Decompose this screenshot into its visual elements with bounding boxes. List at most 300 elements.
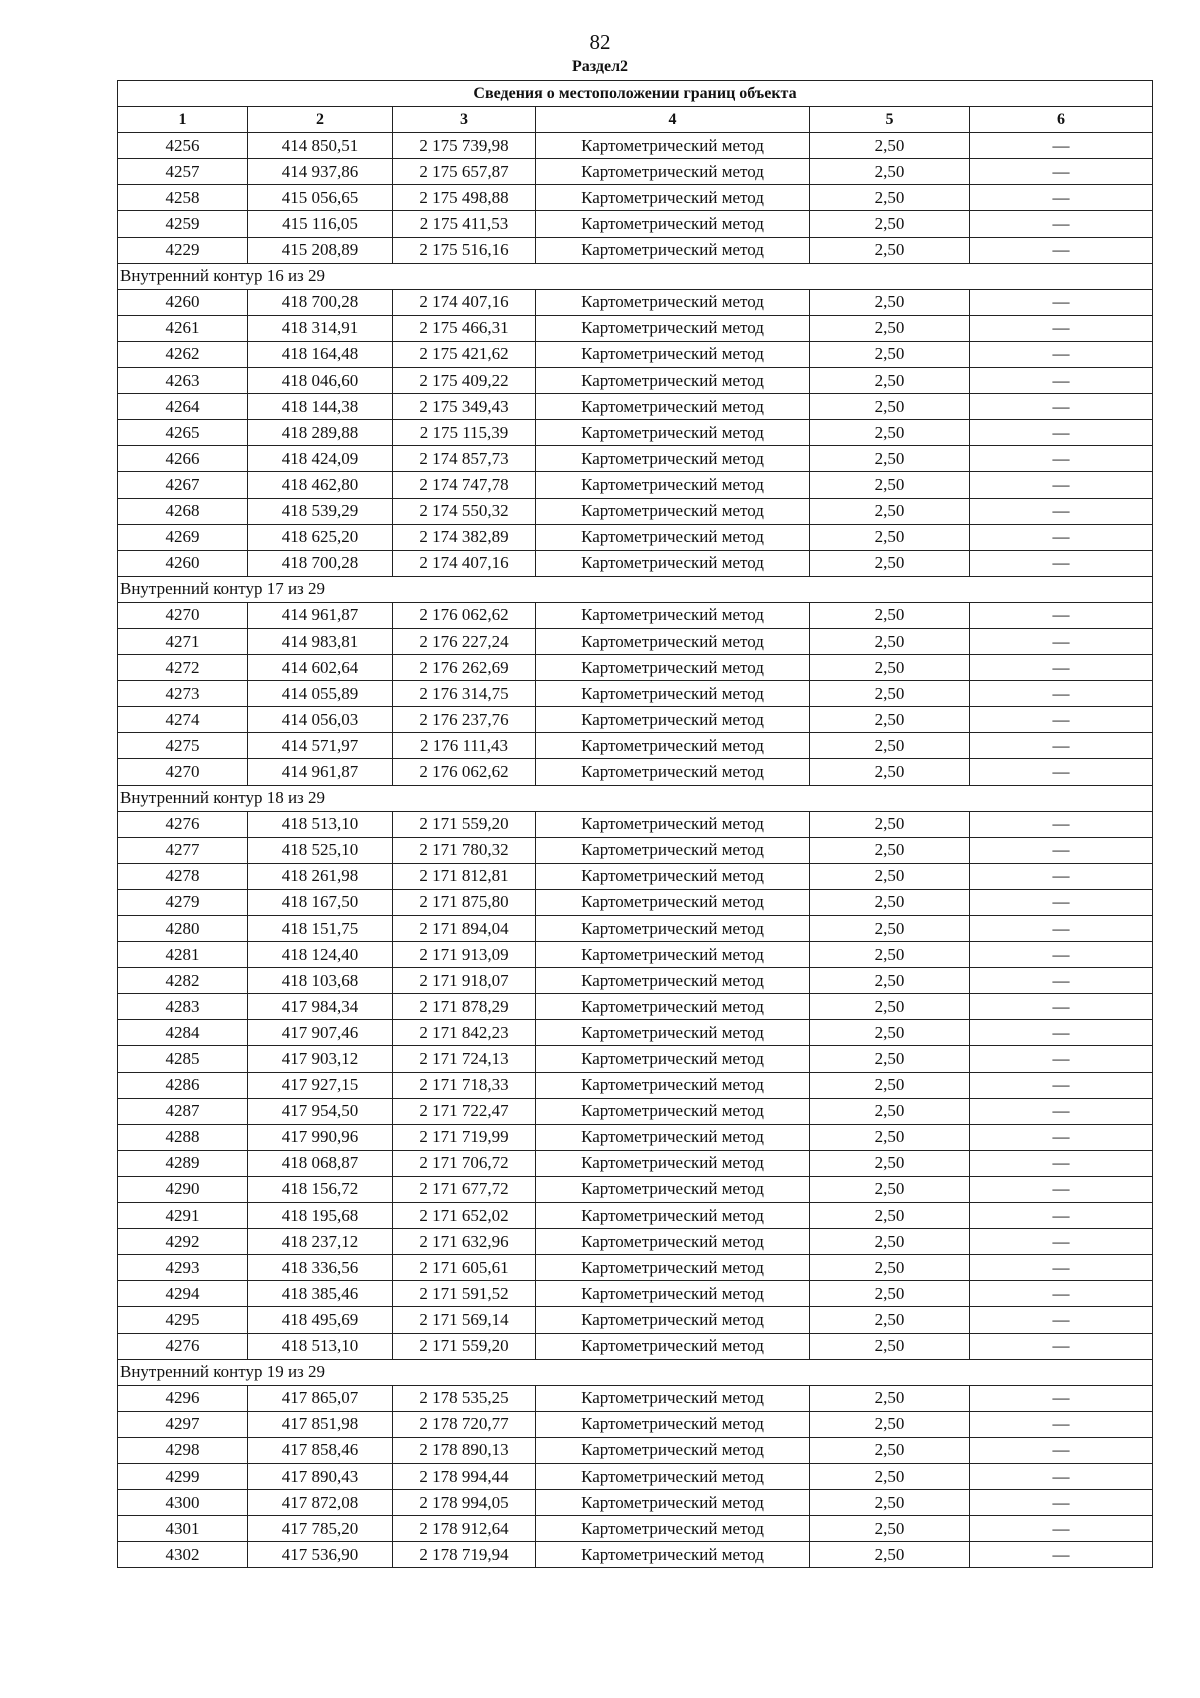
method-cell: Картометрический метод bbox=[536, 942, 810, 968]
note-cell: — bbox=[970, 942, 1153, 968]
precision-cell: 2,50 bbox=[810, 446, 970, 472]
column-header: 3 bbox=[393, 107, 536, 133]
note-cell: — bbox=[970, 1516, 1153, 1542]
coord-x-cell: 414 961,87 bbox=[248, 759, 393, 785]
table-row bbox=[118, 707, 1153, 733]
note-cell: — bbox=[970, 1281, 1153, 1307]
coord-x-cell: 414 571,97 bbox=[248, 733, 393, 759]
precision-cell: 2,50 bbox=[810, 420, 970, 446]
precision-cell: 2,50 bbox=[810, 1255, 970, 1281]
table-row bbox=[118, 1203, 1153, 1229]
note-cell: — bbox=[970, 133, 1153, 159]
precision-cell: 2,50 bbox=[810, 968, 970, 994]
coord-y-cell: 2 175 498,88 bbox=[393, 185, 536, 211]
method-cell: Картометрический метод bbox=[536, 289, 810, 315]
coord-y-cell: 2 171 559,20 bbox=[393, 811, 536, 837]
point-number-cell: 4260 bbox=[118, 289, 248, 315]
note-cell: — bbox=[970, 1203, 1153, 1229]
precision-cell: 2,50 bbox=[810, 1281, 970, 1307]
point-number-cell: 4270 bbox=[118, 602, 248, 628]
coord-x-cell: 417 865,07 bbox=[248, 1385, 393, 1411]
coord-y-cell: 2 171 706,72 bbox=[393, 1150, 536, 1176]
point-number-cell: 4262 bbox=[118, 341, 248, 367]
coord-y-cell: 2 175 516,16 bbox=[393, 237, 536, 263]
coord-y-cell: 2 174 407,16 bbox=[393, 550, 536, 576]
coord-x-cell: 414 850,51 bbox=[248, 133, 393, 159]
point-number-cell: 4269 bbox=[118, 524, 248, 550]
table-row bbox=[118, 1229, 1153, 1255]
note-cell: — bbox=[970, 1046, 1153, 1072]
coord-y-cell: 2 178 994,05 bbox=[393, 1490, 536, 1516]
table-row bbox=[118, 420, 1153, 446]
coord-x-cell: 417 907,46 bbox=[248, 1020, 393, 1046]
point-number-cell: 4275 bbox=[118, 733, 248, 759]
coord-x-cell: 414 961,87 bbox=[248, 602, 393, 628]
coord-y-cell: 2 176 062,62 bbox=[393, 602, 536, 628]
precision-cell: 2,50 bbox=[810, 185, 970, 211]
coord-y-cell: 2 171 632,96 bbox=[393, 1229, 536, 1255]
coord-y-cell: 2 178 994,44 bbox=[393, 1463, 536, 1489]
note-cell: — bbox=[970, 1124, 1153, 1150]
column-header-row bbox=[118, 107, 1153, 133]
point-number-cell: 4272 bbox=[118, 655, 248, 681]
precision-cell: 2,50 bbox=[810, 1229, 970, 1255]
coord-x-cell: 418 124,40 bbox=[248, 942, 393, 968]
coord-x-cell: 418 539,29 bbox=[248, 498, 393, 524]
coord-x-cell: 418 195,68 bbox=[248, 1203, 393, 1229]
coord-x-cell: 417 872,08 bbox=[248, 1490, 393, 1516]
method-cell: Картометрический метод bbox=[536, 472, 810, 498]
note-cell: — bbox=[970, 237, 1153, 263]
note-cell: — bbox=[970, 420, 1153, 446]
point-number-cell: 4265 bbox=[118, 420, 248, 446]
precision-cell: 2,50 bbox=[810, 655, 970, 681]
contour-header-row bbox=[118, 1359, 1153, 1385]
coord-y-cell: 2 171 652,02 bbox=[393, 1203, 536, 1229]
coord-x-cell: 418 164,48 bbox=[248, 341, 393, 367]
table-row bbox=[118, 655, 1153, 681]
coord-y-cell: 2 175 421,62 bbox=[393, 341, 536, 367]
contour-label: Внутренний контур 19 из 29 bbox=[118, 1359, 1153, 1385]
contour-header-row bbox=[118, 263, 1153, 289]
point-number-cell: 4270 bbox=[118, 759, 248, 785]
contour-label: Внутренний контур 17 из 29 bbox=[118, 576, 1153, 602]
point-number-cell: 4279 bbox=[118, 889, 248, 915]
coord-x-cell: 417 927,15 bbox=[248, 1072, 393, 1098]
point-number-cell: 4268 bbox=[118, 498, 248, 524]
precision-cell: 2,50 bbox=[810, 628, 970, 654]
point-number-cell: 4281 bbox=[118, 942, 248, 968]
coord-y-cell: 2 175 466,31 bbox=[393, 315, 536, 341]
table-row bbox=[118, 968, 1153, 994]
precision-cell: 2,50 bbox=[810, 1020, 970, 1046]
coord-y-cell: 2 171 842,23 bbox=[393, 1020, 536, 1046]
point-number-cell: 4297 bbox=[118, 1411, 248, 1437]
note-cell: — bbox=[970, 315, 1153, 341]
column-header: 6 bbox=[970, 107, 1153, 133]
method-cell: Картометрический метод bbox=[536, 1020, 810, 1046]
precision-cell: 2,50 bbox=[810, 1542, 970, 1568]
precision-cell: 2,50 bbox=[810, 733, 970, 759]
note-cell: — bbox=[970, 1437, 1153, 1463]
method-cell: Картометрический метод bbox=[536, 994, 810, 1020]
point-number-cell: 4278 bbox=[118, 863, 248, 889]
point-number-cell: 4263 bbox=[118, 368, 248, 394]
note-cell: — bbox=[970, 602, 1153, 628]
method-cell: Картометрический метод bbox=[536, 681, 810, 707]
method-cell: Картометрический метод bbox=[536, 707, 810, 733]
note-cell: — bbox=[970, 446, 1153, 472]
precision-cell: 2,50 bbox=[810, 341, 970, 367]
coord-y-cell: 2 171 719,99 bbox=[393, 1124, 536, 1150]
precision-cell: 2,50 bbox=[810, 916, 970, 942]
coord-x-cell: 418 462,80 bbox=[248, 472, 393, 498]
point-number-cell: 4293 bbox=[118, 1255, 248, 1281]
note-cell: — bbox=[970, 289, 1153, 315]
precision-cell: 2,50 bbox=[810, 1437, 970, 1463]
coord-x-cell: 418 513,10 bbox=[248, 1333, 393, 1359]
coord-x-cell: 418 046,60 bbox=[248, 368, 393, 394]
section-title: Раздел2 bbox=[571, 58, 629, 75]
method-cell: Картометрический метод bbox=[536, 1463, 810, 1489]
point-number-cell: 4287 bbox=[118, 1098, 248, 1124]
note-cell: — bbox=[970, 524, 1153, 550]
precision-cell: 2,50 bbox=[810, 1490, 970, 1516]
point-number-cell: 4296 bbox=[118, 1385, 248, 1411]
table-row bbox=[118, 472, 1153, 498]
precision-cell: 2,50 bbox=[810, 1150, 970, 1176]
coord-x-cell: 417 903,12 bbox=[248, 1046, 393, 1072]
precision-cell: 2,50 bbox=[810, 1176, 970, 1202]
precision-cell: 2,50 bbox=[810, 159, 970, 185]
precision-cell: 2,50 bbox=[810, 707, 970, 733]
coord-x-cell: 418 103,68 bbox=[248, 968, 393, 994]
precision-cell: 2,50 bbox=[810, 524, 970, 550]
column-header: 4 bbox=[536, 107, 810, 133]
table-row bbox=[118, 1150, 1153, 1176]
coord-x-cell: 418 261,98 bbox=[248, 863, 393, 889]
coord-y-cell: 2 175 411,53 bbox=[393, 211, 536, 237]
precision-cell: 2,50 bbox=[810, 1046, 970, 1072]
point-number-cell: 4266 bbox=[118, 446, 248, 472]
method-cell: Картометрический метод bbox=[536, 1411, 810, 1437]
note-cell: — bbox=[970, 681, 1153, 707]
table-row bbox=[118, 524, 1153, 550]
point-number-cell: 4256 bbox=[118, 133, 248, 159]
table-row bbox=[118, 498, 1153, 524]
note-cell: — bbox=[970, 968, 1153, 994]
coord-y-cell: 2 176 262,69 bbox=[393, 655, 536, 681]
coord-x-cell: 418 237,12 bbox=[248, 1229, 393, 1255]
coord-x-cell: 415 208,89 bbox=[248, 237, 393, 263]
method-cell: Картометрический метод bbox=[536, 446, 810, 472]
table-row bbox=[118, 1463, 1153, 1489]
point-number-cell: 4273 bbox=[118, 681, 248, 707]
point-number-cell: 4302 bbox=[118, 1542, 248, 1568]
method-cell: Картометрический метод bbox=[536, 837, 810, 863]
coord-y-cell: 2 171 780,32 bbox=[393, 837, 536, 863]
coord-y-cell: 2 171 605,61 bbox=[393, 1255, 536, 1281]
coord-y-cell: 2 178 912,64 bbox=[393, 1516, 536, 1542]
note-cell: — bbox=[970, 498, 1153, 524]
point-number-cell: 4260 bbox=[118, 550, 248, 576]
note-cell: — bbox=[970, 211, 1153, 237]
note-cell: — bbox=[970, 1333, 1153, 1359]
column-header: 5 bbox=[810, 107, 970, 133]
note-cell: — bbox=[970, 472, 1153, 498]
point-number-cell: 4286 bbox=[118, 1072, 248, 1098]
method-cell: Картометрический метод bbox=[536, 1124, 810, 1150]
precision-cell: 2,50 bbox=[810, 550, 970, 576]
note-cell: — bbox=[970, 1385, 1153, 1411]
table-row bbox=[118, 837, 1153, 863]
coord-x-cell: 417 858,46 bbox=[248, 1437, 393, 1463]
coord-x-cell: 418 525,10 bbox=[248, 837, 393, 863]
point-number-cell: 4277 bbox=[118, 837, 248, 863]
method-cell: Картометрический метод bbox=[536, 185, 810, 211]
table-row bbox=[118, 1516, 1153, 1542]
coord-x-cell: 417 954,50 bbox=[248, 1098, 393, 1124]
note-cell: — bbox=[970, 394, 1153, 420]
coord-y-cell: 2 171 913,09 bbox=[393, 942, 536, 968]
table-row bbox=[118, 1020, 1153, 1046]
point-number-cell: 4261 bbox=[118, 315, 248, 341]
table-row bbox=[118, 159, 1153, 185]
note-cell: — bbox=[970, 1490, 1153, 1516]
table-row bbox=[118, 889, 1153, 915]
method-cell: Картометрический метод bbox=[536, 1046, 810, 1072]
point-number-cell: 4259 bbox=[118, 211, 248, 237]
note-cell: — bbox=[970, 863, 1153, 889]
coord-y-cell: 2 171 812,81 bbox=[393, 863, 536, 889]
table-row bbox=[118, 1176, 1153, 1202]
note-cell: — bbox=[970, 1020, 1153, 1046]
coord-x-cell: 415 056,65 bbox=[248, 185, 393, 211]
coord-x-cell: 418 144,38 bbox=[248, 394, 393, 420]
coord-x-cell: 417 984,34 bbox=[248, 994, 393, 1020]
method-cell: Картометрический метод bbox=[536, 211, 810, 237]
point-number-cell: 4299 bbox=[118, 1463, 248, 1489]
coord-y-cell: 2 176 227,24 bbox=[393, 628, 536, 654]
column-header: 2 bbox=[248, 107, 393, 133]
coord-y-cell: 2 178 890,13 bbox=[393, 1437, 536, 1463]
note-cell: — bbox=[970, 550, 1153, 576]
table-row bbox=[118, 133, 1153, 159]
coord-x-cell: 418 167,50 bbox=[248, 889, 393, 915]
table-row bbox=[118, 394, 1153, 420]
point-number-cell: 4291 bbox=[118, 1203, 248, 1229]
contour-header-row bbox=[118, 785, 1153, 811]
note-cell: — bbox=[970, 1072, 1153, 1098]
coord-x-cell: 417 536,90 bbox=[248, 1542, 393, 1568]
precision-cell: 2,50 bbox=[810, 1124, 970, 1150]
table-row bbox=[118, 942, 1153, 968]
coord-x-cell: 417 785,20 bbox=[248, 1516, 393, 1542]
precision-cell: 2,50 bbox=[810, 1411, 970, 1437]
coord-y-cell: 2 174 550,32 bbox=[393, 498, 536, 524]
table-row bbox=[118, 1098, 1153, 1124]
note-cell: — bbox=[970, 733, 1153, 759]
method-cell: Картометрический метод bbox=[536, 759, 810, 785]
point-number-cell: 4289 bbox=[118, 1150, 248, 1176]
coord-x-cell: 414 937,86 bbox=[248, 159, 393, 185]
note-cell: — bbox=[970, 1463, 1153, 1489]
method-cell: Картометрический метод bbox=[536, 1307, 810, 1333]
note-cell: — bbox=[970, 341, 1153, 367]
precision-cell: 2,50 bbox=[810, 368, 970, 394]
coord-y-cell: 2 175 409,22 bbox=[393, 368, 536, 394]
coord-y-cell: 2 171 878,29 bbox=[393, 994, 536, 1020]
table-row bbox=[118, 1437, 1153, 1463]
table-row bbox=[118, 1411, 1153, 1437]
point-number-cell: 4294 bbox=[118, 1281, 248, 1307]
coord-x-cell: 418 151,75 bbox=[248, 916, 393, 942]
coord-y-cell: 2 175 349,43 bbox=[393, 394, 536, 420]
point-number-cell: 4284 bbox=[118, 1020, 248, 1046]
table-row bbox=[118, 1281, 1153, 1307]
note-cell: — bbox=[970, 1229, 1153, 1255]
coord-y-cell: 2 171 569,14 bbox=[393, 1307, 536, 1333]
coord-y-cell: 2 178 719,94 bbox=[393, 1542, 536, 1568]
method-cell: Картометрический метод bbox=[536, 133, 810, 159]
boundary-table bbox=[117, 80, 1153, 1568]
precision-cell: 2,50 bbox=[810, 811, 970, 837]
table-row bbox=[118, 1255, 1153, 1281]
method-cell: Картометрический метод bbox=[536, 524, 810, 550]
precision-cell: 2,50 bbox=[810, 211, 970, 237]
method-cell: Картометрический метод bbox=[536, 602, 810, 628]
note-cell: — bbox=[970, 655, 1153, 681]
coord-x-cell: 418 424,09 bbox=[248, 446, 393, 472]
coord-x-cell: 414 602,64 bbox=[248, 655, 393, 681]
coord-y-cell: 2 176 111,43 bbox=[393, 733, 536, 759]
coord-y-cell: 2 178 720,77 bbox=[393, 1411, 536, 1437]
table-row bbox=[118, 1307, 1153, 1333]
method-cell: Картометрический метод bbox=[536, 1072, 810, 1098]
point-number-cell: 4276 bbox=[118, 811, 248, 837]
method-cell: Картометрический метод bbox=[536, 420, 810, 446]
table-row bbox=[118, 1333, 1153, 1359]
precision-cell: 2,50 bbox=[810, 994, 970, 1020]
table-row bbox=[118, 1490, 1153, 1516]
table-row bbox=[118, 1072, 1153, 1098]
coord-x-cell: 415 116,05 bbox=[248, 211, 393, 237]
page-number: 82 bbox=[589, 30, 611, 54]
precision-cell: 2,50 bbox=[810, 1203, 970, 1229]
method-cell: Картометрический метод bbox=[536, 498, 810, 524]
table-row bbox=[118, 733, 1153, 759]
table-row bbox=[118, 550, 1153, 576]
precision-cell: 2,50 bbox=[810, 1516, 970, 1542]
precision-cell: 2,50 bbox=[810, 1463, 970, 1489]
table-body bbox=[118, 133, 1153, 1568]
coord-x-cell: 418 625,20 bbox=[248, 524, 393, 550]
table-row bbox=[118, 759, 1153, 785]
precision-cell: 2,50 bbox=[810, 889, 970, 915]
note-cell: — bbox=[970, 1542, 1153, 1568]
coord-x-cell: 418 513,10 bbox=[248, 811, 393, 837]
precision-cell: 2,50 bbox=[810, 472, 970, 498]
method-cell: Картометрический метод bbox=[536, 368, 810, 394]
precision-cell: 2,50 bbox=[810, 315, 970, 341]
method-cell: Картометрический метод bbox=[536, 1437, 810, 1463]
point-number-cell: 4274 bbox=[118, 707, 248, 733]
note-cell: — bbox=[970, 811, 1153, 837]
point-number-cell: 4276 bbox=[118, 1333, 248, 1359]
precision-cell: 2,50 bbox=[810, 498, 970, 524]
table-row bbox=[118, 1542, 1153, 1568]
coord-y-cell: 2 176 314,75 bbox=[393, 681, 536, 707]
method-cell: Картометрический метод bbox=[536, 1542, 810, 1568]
coord-x-cell: 418 336,56 bbox=[248, 1255, 393, 1281]
point-number-cell: 4288 bbox=[118, 1124, 248, 1150]
table-caption: Сведения о местоположении границ объекта bbox=[118, 81, 1153, 107]
table-row bbox=[118, 1385, 1153, 1411]
precision-cell: 2,50 bbox=[810, 837, 970, 863]
coord-x-cell: 418 068,87 bbox=[248, 1150, 393, 1176]
note-cell: — bbox=[970, 1411, 1153, 1437]
table-row bbox=[118, 185, 1153, 211]
point-number-cell: 4295 bbox=[118, 1307, 248, 1333]
coord-x-cell: 417 990,96 bbox=[248, 1124, 393, 1150]
coord-y-cell: 2 174 382,89 bbox=[393, 524, 536, 550]
precision-cell: 2,50 bbox=[810, 759, 970, 785]
coord-x-cell: 414 056,03 bbox=[248, 707, 393, 733]
point-number-cell: 4300 bbox=[118, 1490, 248, 1516]
coord-x-cell: 418 495,69 bbox=[248, 1307, 393, 1333]
note-cell: — bbox=[970, 837, 1153, 863]
point-number-cell: 4285 bbox=[118, 1046, 248, 1072]
method-cell: Картометрический метод bbox=[536, 628, 810, 654]
method-cell: Картометрический метод bbox=[536, 811, 810, 837]
table-row bbox=[118, 916, 1153, 942]
precision-cell: 2,50 bbox=[810, 1333, 970, 1359]
column-header: 1 bbox=[118, 107, 248, 133]
contour-label: Внутренний контур 16 из 29 bbox=[118, 263, 1153, 289]
precision-cell: 2,50 bbox=[810, 289, 970, 315]
table-row bbox=[118, 602, 1153, 628]
method-cell: Картометрический метод bbox=[536, 889, 810, 915]
coord-y-cell: 2 171 918,07 bbox=[393, 968, 536, 994]
coord-x-cell: 418 700,28 bbox=[248, 289, 393, 315]
method-cell: Картометрический метод bbox=[536, 1281, 810, 1307]
coord-y-cell: 2 171 591,52 bbox=[393, 1281, 536, 1307]
precision-cell: 2,50 bbox=[810, 1098, 970, 1124]
coord-y-cell: 2 171 724,13 bbox=[393, 1046, 536, 1072]
method-cell: Картометрический метод bbox=[536, 237, 810, 263]
coord-y-cell: 2 174 857,73 bbox=[393, 446, 536, 472]
method-cell: Картометрический метод bbox=[536, 1229, 810, 1255]
note-cell: — bbox=[970, 628, 1153, 654]
coord-y-cell: 2 175 115,39 bbox=[393, 420, 536, 446]
method-cell: Картометрический метод bbox=[536, 159, 810, 185]
table-row bbox=[118, 368, 1153, 394]
method-cell: Картометрический метод bbox=[536, 968, 810, 994]
precision-cell: 2,50 bbox=[810, 1385, 970, 1411]
table-row bbox=[118, 811, 1153, 837]
precision-cell: 2,50 bbox=[810, 1307, 970, 1333]
note-cell: — bbox=[970, 368, 1153, 394]
note-cell: — bbox=[970, 759, 1153, 785]
table-row bbox=[118, 289, 1153, 315]
precision-cell: 2,50 bbox=[810, 237, 970, 263]
coord-y-cell: 2 171 894,04 bbox=[393, 916, 536, 942]
table-row bbox=[118, 1124, 1153, 1150]
method-cell: Картометрический метод bbox=[536, 1490, 810, 1516]
method-cell: Картометрический метод bbox=[536, 1385, 810, 1411]
contour-label: Внутренний контур 18 из 29 bbox=[118, 785, 1153, 811]
note-cell: — bbox=[970, 1255, 1153, 1281]
